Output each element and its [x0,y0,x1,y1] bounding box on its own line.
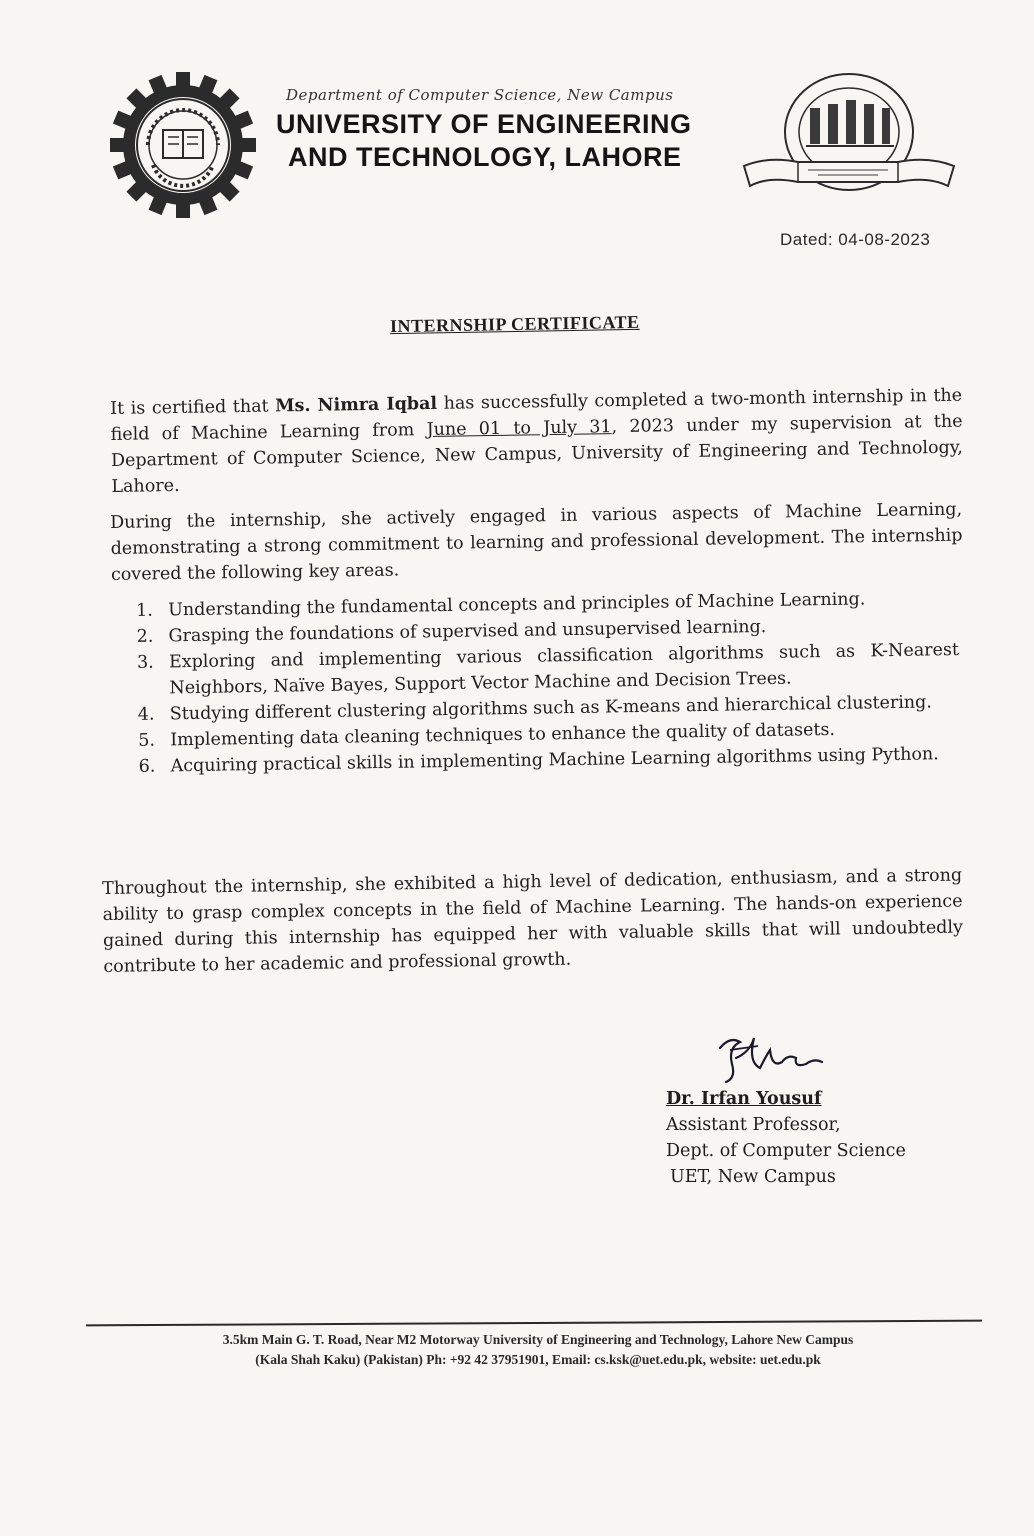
list-item-text: Grasping the foundations of supervised and unsupervised learning. [168,616,767,647]
list-item-number: 4. [137,704,155,725]
footer-line2: (Kala Shah Kaku) (Pakistan) Ph: +92 42 37951901, Email: cs.ksk@uet.edu.pk, website: uet.edu.pk [255,1352,821,1367]
list-item-number: 5. [138,730,156,751]
centenary-seal-icon [738,70,960,198]
paragraph-conclusion: Throughout the internship, she exhibited a high level of dedication, enthusiasm, and a strong ability to grasp complex concepts in the field of Machine Learning. The hands-on experience gained during this internship has equipped her with valuable skills that will undoubtedly contribute to her academic and professional growth. [102,865,964,977]
paragraph-certification [110,383,964,500]
signatory-title: Assistant Professor, [666,1115,841,1135]
key-areas-list [128,585,961,780]
list-item-text: Implementing data cleaning techniques to enhance the quality of datasets. [170,719,836,751]
signatory-department: Dept. of Computer Science [666,1141,906,1161]
intern-name: Ms. Nimra Iqbal [275,393,438,417]
university-name-line2: AND TECHNOLOGY, LAHORE [288,142,682,172]
list-item-number: 3. [136,652,154,673]
signature-block [666,1086,906,1190]
university-name-line1: UNIVERSITY OF ENGINEERING [276,109,692,139]
p1-before-name: It is certified that [110,396,276,419]
department-line: Department of Computer Science, New Campus [286,86,674,104]
list-item-text: Exploring and implementing various classification algorithms such as K-Nearest Neighbors, Naïve Bayes, Support Vector Machine and Decision Trees. [168,639,960,699]
certificate-title: INTERNSHIP CERTIFICATE [389,311,640,337]
uet-gear-seal-icon [108,70,258,220]
list-item-number: 2. [136,626,154,647]
list-item-text: Studying different clustering algorithms such as K-means and hierarchical clustering. [169,692,933,725]
date-line: Dated: 04-08-2023 [780,230,931,249]
p1-after-period: , 2023 under my supervision at the Department of Computer Science, New Campus, University of Engineering and Technology, Lahore. [110,411,964,497]
signatory-campus: UET, New Campus [670,1167,836,1187]
list-item-text: Understanding the fundamental concepts and principles of Machine Learning. [168,589,866,621]
footer-line1: 3.5km Main G. T. Road, Near M2 Motorway University of Engineering and Technology, Lahore New Campus [222,1332,854,1347]
list-item-text: Acquiring practical skills in implementing Machine Learning algorithms using Python. [170,744,939,777]
list-item-number: 6. [138,756,156,777]
footer-address [108,1330,968,1370]
signature-mark [710,1028,840,1088]
paragraph-engagement: During the internship, she actively engaged in various aspects of Machine Learning, demonstrating a strong commitment to learning and professional development. The internship covered the following key areas. [110,499,963,585]
university-name [276,108,736,174]
footer-divider [86,1320,982,1327]
signatory-name: Dr. Irfan Yousuf [666,1089,822,1109]
p1-after-name: has successfully completed a two-month internship in the field of Machine Learning from [110,385,963,445]
list-item-number: 1. [136,600,154,621]
internship-period: June 01 to July 31 [426,417,612,441]
